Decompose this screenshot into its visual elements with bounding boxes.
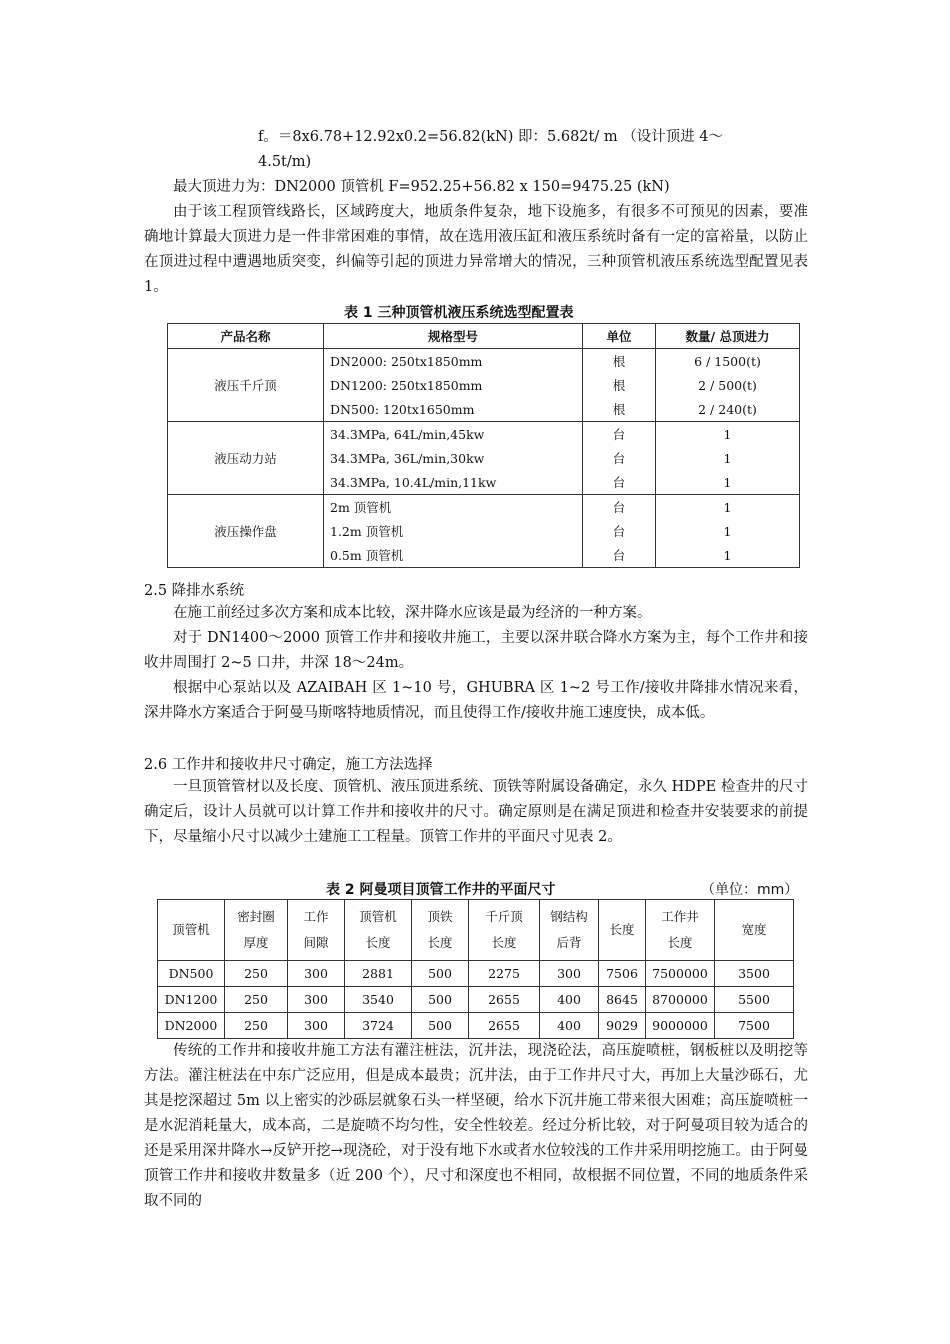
- t2-cell: 7506: [599, 961, 646, 987]
- t2-header: 千斤顶 长度: [469, 900, 540, 961]
- table-2: [157, 899, 794, 1039]
- t1-unit: 台: [583, 543, 656, 568]
- t2-cell: 500: [412, 961, 469, 987]
- paragraph-2: 在施工前经过多次方案和成本比较，深井降水应该是最为经济的一种方案。: [173, 605, 652, 621]
- t2-header: 钢结构 后背: [540, 900, 599, 961]
- table-1: [167, 323, 800, 568]
- t2-cell: 7500: [715, 1013, 794, 1039]
- t1-header: 数量/ 总顶进力: [656, 324, 800, 349]
- t2-cell: 8700000: [646, 987, 715, 1013]
- t2-cell: 300: [288, 961, 345, 987]
- t2-cell: 250: [225, 1013, 288, 1039]
- t2-cell: DN1200: [158, 987, 225, 1013]
- max-force-line: 最大顶进力为：DN2000 顶管机 F=952.25+56.82 x 150=9475.25 (kN): [173, 179, 670, 195]
- t1-spec: 34.3MPa, 64L/min,45kw: [324, 422, 583, 447]
- t1-unit: 台: [583, 519, 656, 543]
- t2-cell: 500: [412, 987, 469, 1013]
- t2-header: 工作 间隙: [288, 900, 345, 961]
- t2-cell: 300: [540, 961, 599, 987]
- t1-qty: 1: [656, 543, 800, 568]
- t2-cell: 250: [225, 961, 288, 987]
- t1-spec: 34.3MPa, 36L/min,30kw: [324, 446, 583, 470]
- t1-group-name: 液压动力站: [168, 422, 324, 495]
- t1-unit: 台: [583, 470, 656, 495]
- t2-header: 顶管机: [158, 900, 225, 961]
- formula-line: f。＝8x6.78+12.92x0.2=56.82(kN) 即：5.682t/ m （设计顶进 4～: [258, 129, 724, 145]
- t2-cell: 400: [540, 1013, 599, 1039]
- t1-unit: 根: [583, 349, 656, 374]
- t2-cell: 3500: [715, 961, 794, 987]
- t1-qty: 1: [656, 495, 800, 520]
- t2-header: 密封圈 厚度: [225, 900, 288, 961]
- t1-header: 产品名称: [168, 324, 324, 349]
- t2-cell: 2881: [345, 961, 412, 987]
- table2-unit: （单位：mm）: [701, 882, 799, 898]
- t1-header: 单位: [583, 324, 656, 349]
- t1-qty: 2 / 240(t): [656, 397, 800, 422]
- t1-group-name: 液压操作盘: [168, 495, 324, 568]
- section-heading-2-6: 2.6 工作井和接收井尺寸确定，施工方法选择: [144, 757, 433, 773]
- t2-header: 工作井 长度: [646, 900, 715, 961]
- table2-caption: 表 2 阿曼项目顶管工作井的平面尺寸: [326, 882, 556, 898]
- t1-spec: 2m 顶管机: [324, 495, 583, 520]
- t1-qty: 1: [656, 422, 800, 447]
- t1-qty: 1: [656, 519, 800, 543]
- t2-cell: 2655: [469, 987, 540, 1013]
- t2-cell: 9029: [599, 1013, 646, 1039]
- t2-cell: DN500: [158, 961, 225, 987]
- t1-unit: 台: [583, 495, 656, 520]
- t2-cell: 2655: [469, 1013, 540, 1039]
- t2-cell: 2275: [469, 961, 540, 987]
- t2-header: 顶铁 长度: [412, 900, 469, 961]
- t2-cell: 250: [225, 987, 288, 1013]
- t1-spec: 1.2m 顶管机: [324, 519, 583, 543]
- t1-header: 规格型号: [324, 324, 583, 349]
- t2-header: 宽度: [715, 900, 794, 961]
- table-row: [158, 987, 794, 1013]
- t2-cell: 7500000: [646, 961, 715, 987]
- t1-unit: 根: [583, 373, 656, 397]
- t1-spec: DN1200: 250tx1850mm: [324, 373, 583, 397]
- paragraph-1: 由于该工程顶管线路长，区域跨度大，地质条件复杂，地下设施多，有很多不可预见的因素，要准确地计算最大顶进力是一件非常困难的事情，故在选用液压缸和液压系统时备有一定的富裕量，以防止在顶进过程中遭遇地质突变，纠偏等引起的顶进力异常增大的情况，三种顶管机液压系统选型配置见表 1。: [144, 204, 808, 295]
- section-heading-2-5: 2.5 降排水系统: [144, 583, 245, 599]
- t1-unit: 台: [583, 446, 656, 470]
- t2-header: 顶管机 长度: [345, 900, 412, 961]
- t2-cell: 3540: [345, 987, 412, 1013]
- paragraph-5: 一旦顶管管材以及长度、顶管机、液压顶进系统、顶铁等附属设备确定，永久 HDPE 检查井的尺寸确定后，设计人员就可以计算工作井和接收井的尺寸。确定原则是在满足顶进和检查井安装要求的前提下，尽量缩小尺寸以减少土建施工工程量。顶管工作井的平面尺寸见表 2。: [144, 779, 808, 845]
- t1-qty: 6 / 1500(t): [656, 349, 800, 374]
- t2-cell: 5500: [715, 987, 794, 1013]
- t1-spec: 34.3MPa, 10.4L/min,11kw: [324, 470, 583, 495]
- table1-caption: 表 1 三种顶管机液压系统选型配置表: [344, 305, 574, 321]
- t1-spec: 0.5m 顶管机: [324, 543, 583, 568]
- t1-unit: 台: [583, 422, 656, 447]
- t2-cell: 300: [288, 987, 345, 1013]
- t1-qty: 2 / 500(t): [656, 373, 800, 397]
- t1-qty: 1: [656, 446, 800, 470]
- paragraph-3: 对于 DN1400～2000 顶管工作井和接收井施工，主要以深井联合降水方案为主，每个工作井和接收井周围打 2~5 口井，井深 18～24m。: [144, 630, 808, 671]
- t2-cell: 400: [540, 987, 599, 1013]
- paragraph-4: 根据中心泵站以及 AZAIBAH 区 1~10 号，GHUBRA 区 1~2 号工作/接收井降排水情况来看，深井降水方案适合于阿曼马斯喀特地质情况，而且使得工作/接收井施工速度快，成本低。: [144, 680, 808, 721]
- t2-header: 长度: [599, 900, 646, 961]
- table-row: [158, 961, 794, 987]
- t2-cell: 3724: [345, 1013, 412, 1039]
- t2-cell: 8645: [599, 987, 646, 1013]
- t2-cell: 300: [288, 1013, 345, 1039]
- formula-line-cont: 4.5t/m): [258, 154, 312, 170]
- t1-group-name: 液压千斤顶: [168, 349, 324, 422]
- t2-cell: 9000000: [646, 1013, 715, 1039]
- table-row: [158, 1013, 794, 1039]
- t1-unit: 根: [583, 397, 656, 422]
- t2-cell: 500: [412, 1013, 469, 1039]
- t1-qty: 1: [656, 470, 800, 495]
- t2-cell: DN2000: [158, 1013, 225, 1039]
- t1-spec: DN2000: 250tx1850mm: [324, 349, 583, 374]
- t1-spec: DN500: 120tx1650mm: [324, 397, 583, 422]
- paragraph-6: 传统的工作井和接收井施工方法有灌注桩法，沉井法，现浇砼法，高压旋喷桩，钢板桩以及明挖等方法。灌注桩法在中东广泛应用，但是成本最贵；沉井法，由于工作井尺寸大，再加上大量沙砾石，尤其是挖深超过 5m 以上密实的沙砾层就象石头一样坚硬，给水下沉井施工带来很大困难；高压旋喷桩一是水泥消耗量大，成本高，二是旋喷不均匀性，安全性较差。经过分析比较，对于阿曼项目较为适合的还是采用深井降水→反铲开挖→现浇砼，对于没有地下水或者水位较浅的工作井采用明挖施工。由于阿曼顶管工作井和接收井数量多（近 200 个），尺寸和深度也不相同，故根据不同位置，不同的地质条件采取不同的: [144, 1043, 808, 1209]
